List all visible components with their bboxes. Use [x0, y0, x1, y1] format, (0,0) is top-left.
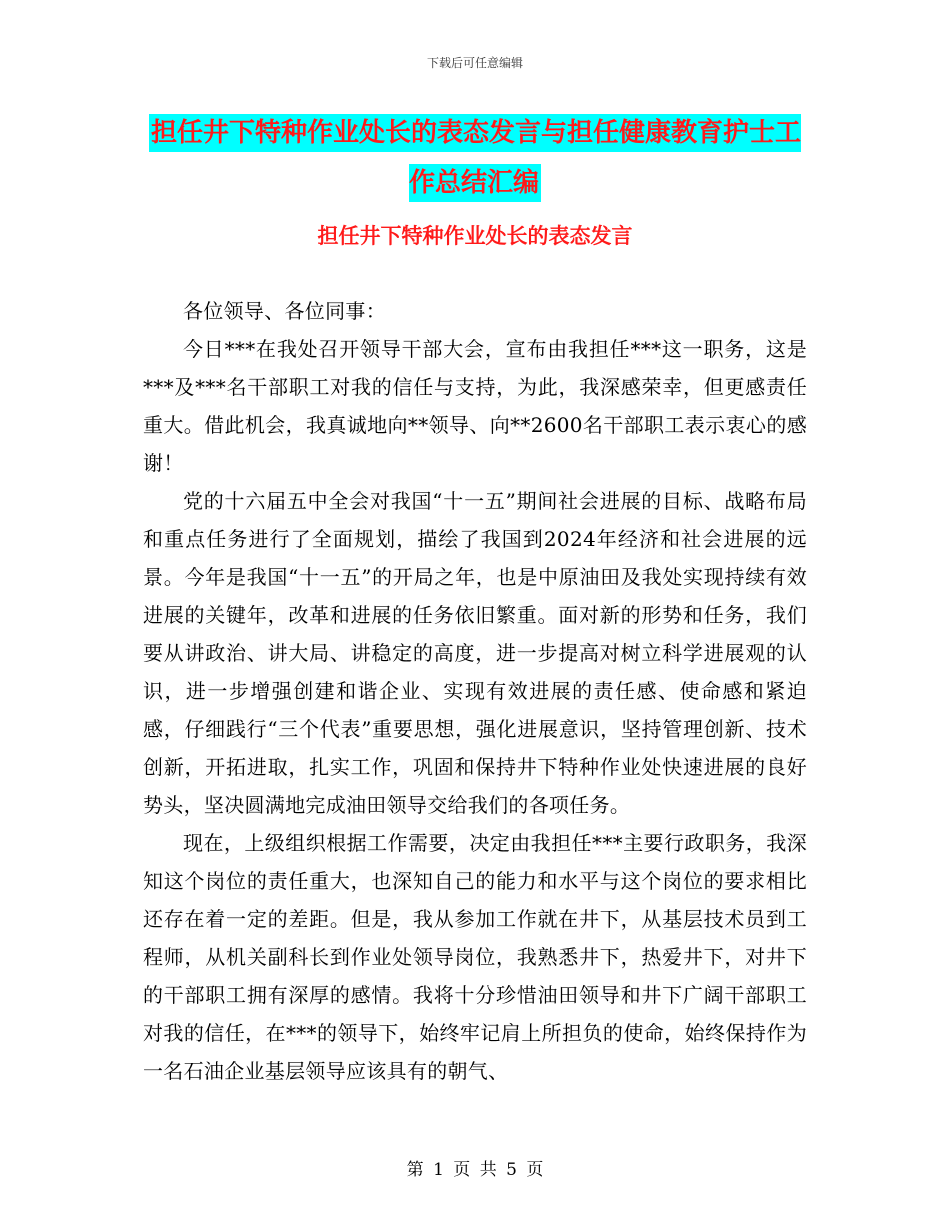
page-header: 下载后可任意编辑 — [426, 56, 523, 70]
document-title — [142, 108, 808, 208]
document-body — [143, 292, 807, 1090]
paragraph: 党的十六届五中全会对我国“十一五”期间社会进展的目标、战略布局和重点任务进行了全面规划，描绘了我国到2024年经济和社会进展的远景。今年是我国“十一五”的开局之年，也是中原油田及我处实现持续有效进展的关键年，改革和进展的任务依旧繁重。面对新的形势和任务，我们要从讲政治、讲大局、讲稳定的高度，进一步提高对树立科学进展观的认识，进一步增强创建和谐企业、实现有效进展的责任感、使命感和紧迫感，仔细践行“三个代表”重要思想，强化进展意识，坚持管理创新、技术创新，开拓进取，扎实工作，巩固和保持井下特种作业处快速进展的良好势头，坚决圆满地完成油田领导交给我们的各项任务。 — [143, 489, 807, 817]
section-title: 担任井下特种作业处长的表态发言 — [317, 223, 633, 248]
document-title-text: 担任井下特种作业处长的表态发言与担任健康教育护士工作总结汇编 — [149, 114, 801, 202]
paragraph: 今日***在我处召开领导干部大会，宣布由我担任***这一职务，这是***及***名干部职工对我的信任与支持，为此，我深感荣幸，但更感责任重大。借此机会，我真诚地向**领导、向**2600名干部职工表示衷心的感谢！ — [143, 337, 807, 475]
page-footer: 第 1 页 共 5 页 — [406, 1160, 544, 1180]
paragraph: 现在，上级组织根据工作需要，决定由我担任***主要行政职务，我深知这个岗位的责任重大，也深知自己的能力和水平与这个岗位的要求相比还存在着一定的差距。但是，我从参加工作就在井下，从基层技术员到工程师，从机关副科长到作业处领导岗位，我熟悉井下，热爱井下，对井下的干部职工拥有深厚的感情。我将十分珍惜油田领导和井下广阔干部职工对我的信任，在***的领导下，始终牢记肩上所担负的使命，始终保持作为一名石油企业基层领导应该具有的朝气、 — [143, 831, 807, 1083]
paragraph-greeting: 各位领导、各位同事： — [183, 299, 386, 323]
